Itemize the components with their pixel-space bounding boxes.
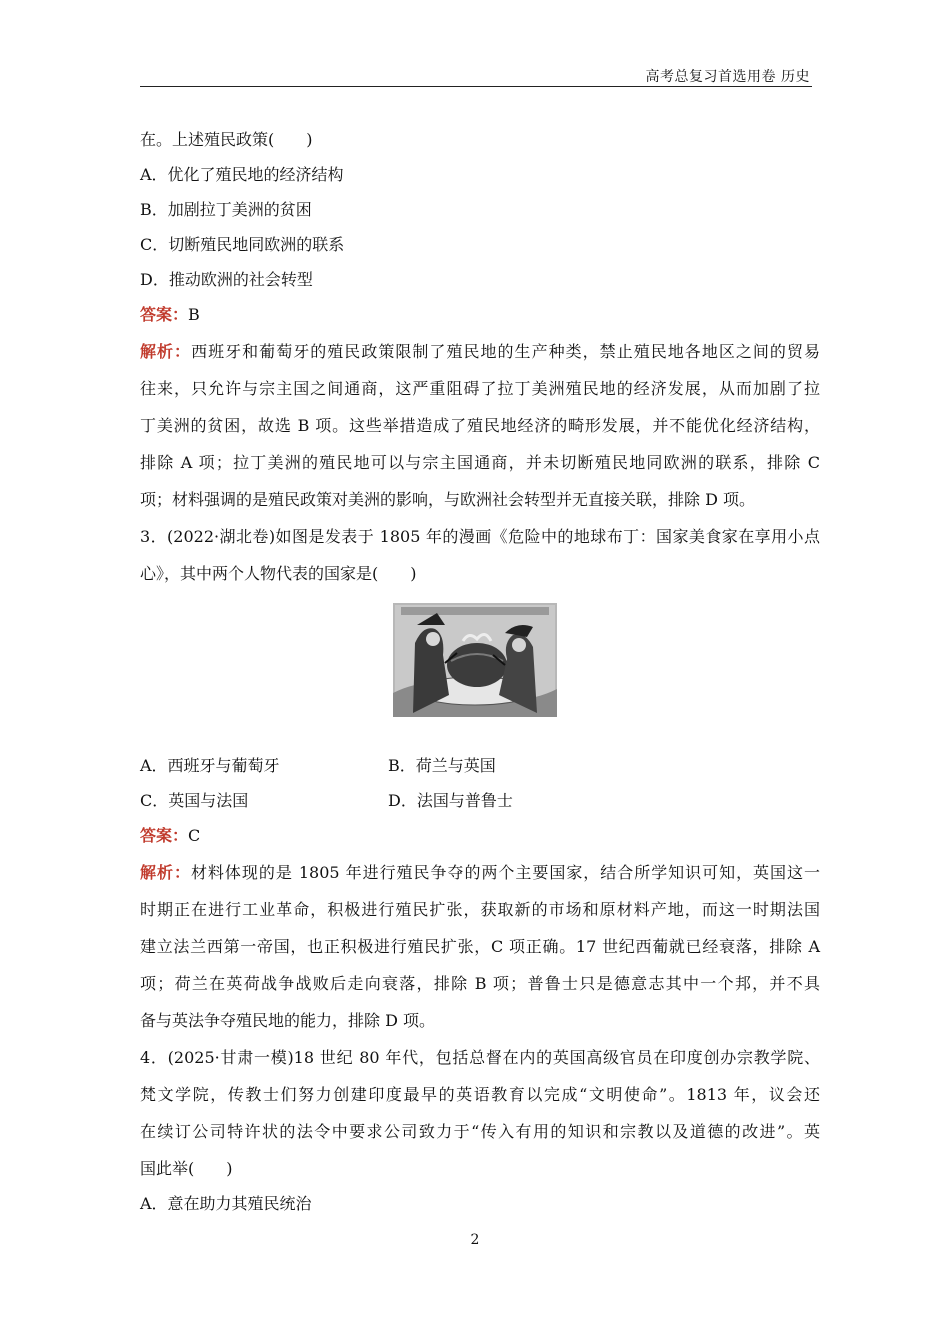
option-d: D．法国与普鲁士 [388,791,513,810]
option-b: B．加剧拉丁美洲的贫困 [140,200,312,219]
question-stem-tail: 在。上述殖民政策( ) [140,130,313,149]
header-title: 高考总复习首选用卷 历史 [645,69,810,85]
answer-label: 答案： [140,826,189,845]
q3-options-row-1 [140,756,820,776]
analysis-line: 项；荷兰在英荷战争战败后走向衰落，排除 B 项；普鲁士只是德意志其中一个邦，并不具 [140,974,820,993]
question-4-stem: 梵文学院，传教士们努力创建印度最早的英语教育以完成“文明使命”。1813 年，议会还 [140,1085,820,1104]
page-number: 2 [470,1232,480,1248]
analysis-label: 解析： [140,342,192,361]
page-header [140,64,812,87]
option-a: A．优化了殖民地的经济结构 [140,165,344,184]
analysis-line: 备与英法争夺殖民地的能力，排除 D 项。 [140,1011,436,1030]
analysis-line: 时期正在进行工业革命，积极进行殖民扩张，获取新的市场和原材料产地，而这一时期法国 [140,900,820,919]
analysis-line: 丁美洲的贫困，故选 B 项。这些举措造成了殖民地经济的畸形发展，并不能优化经济结构， [140,416,820,435]
cartoon-plumb-pudding-image [393,603,557,717]
analysis-line: 解析：西班牙和葡萄牙的殖民政策限制了殖民地的生产种类，禁止殖民地各地区之间的贸易 [140,342,820,361]
option-c: C．英国与法国 [140,791,249,810]
answer-line [140,826,820,846]
analysis-line: 解析：材料体现的是 1805 年进行殖民争夺的两个主要国家，结合所学知识可知，英国这一 [140,863,820,882]
option-c: C．切断殖民地同欧洲的联系 [140,235,345,254]
option-b: B．荷兰与英国 [388,756,496,775]
question-4-stem: 4．(2025·甘肃一模)18 世纪 80 年代，包括总督在内的英国高级官员在印度创办宗教学院、 [140,1048,820,1067]
analysis-line: 建立法兰西第一帝国，也正积极进行殖民扩张，C 项正确。17 世纪西葡就已经衰落，排除 A [140,937,820,956]
question-4-stem: 国此举( ) [140,1159,233,1178]
answer-label: 答案： [140,305,189,324]
analysis-line: 项；材料强调的是殖民政策对美洲的影响，与欧洲社会转型并无直接关联，排除 D 项。 [140,490,756,509]
option-a: A．西班牙与葡萄牙 [140,756,280,775]
analysis-line: 往来，只允许与宗主国之间通商，这严重阻碍了拉丁美洲殖民地的经济发展，从而加剧了拉 [140,379,820,398]
answer-value: C [188,826,201,845]
q3-options-row-2 [140,791,820,811]
answer-line [140,305,820,325]
analysis-line: 排除 A 项；拉丁美洲的殖民地可以与宗主国通商，并未切断殖民地同欧洲的联系，排除 C [140,453,820,472]
answer-value: B [188,305,200,324]
question-3-stem: 心》，其中两个人物代表的国家是( ) [140,564,417,583]
question-4-stem: 在续订公司特许状的法令中要求公司致力于“传入有用的知识和宗教以及道德的改进”。英 [140,1122,820,1141]
option-d: D．推动欧洲的社会转型 [140,270,313,289]
question-3-stem: 3．(2022·湖北卷)如图是发表于 1805 年的漫画《危险中的地球布丁：国家美食家在享用小点 [140,527,820,546]
option-a: A．意在助力其殖民统治 [140,1194,312,1213]
analysis-label: 解析： [140,863,191,882]
